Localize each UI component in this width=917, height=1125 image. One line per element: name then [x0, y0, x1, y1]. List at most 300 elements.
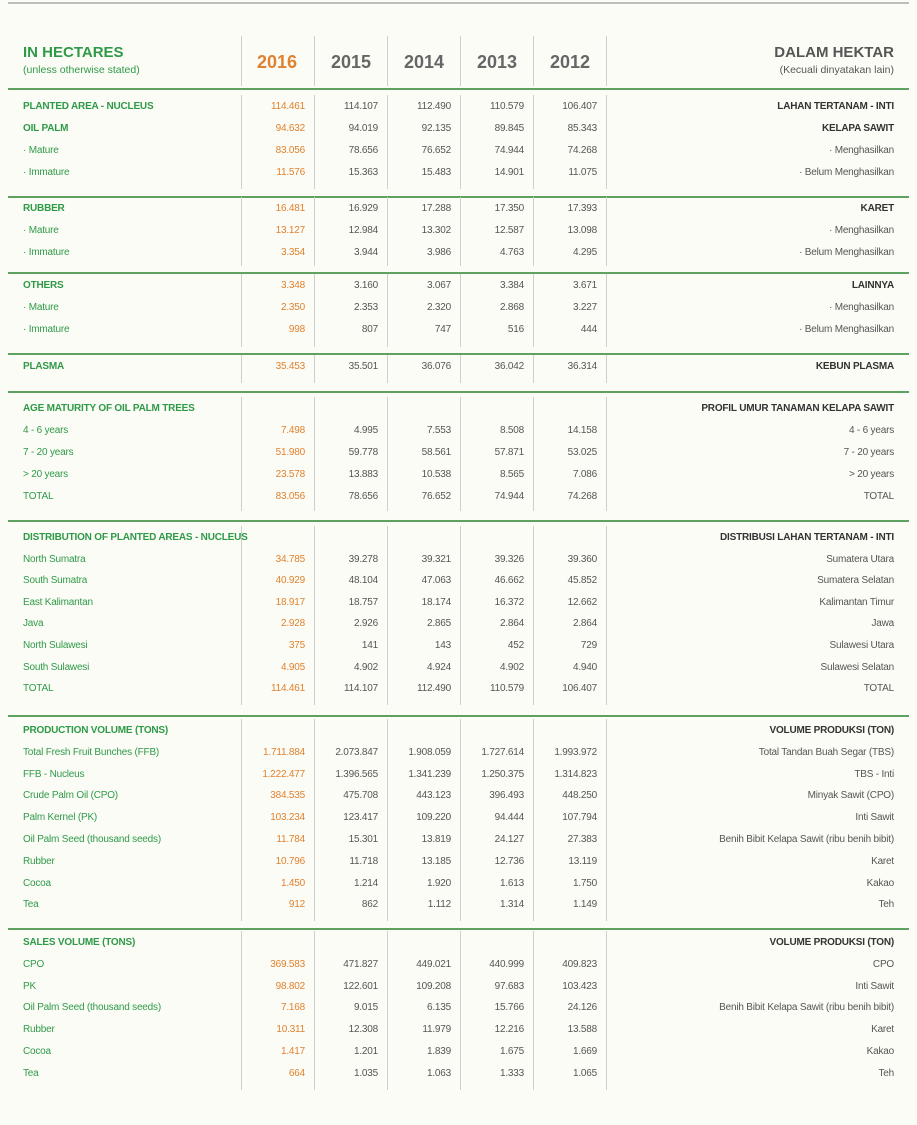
column-separator	[387, 719, 388, 921]
value-2014: 92.135	[421, 123, 451, 134]
row-label-en: Total Fresh Fruit Bunches (FFB)	[23, 747, 160, 758]
value-2014: 1.063	[426, 1068, 451, 1079]
value-2012: 106.407	[562, 683, 597, 694]
value-2015: 1.035	[353, 1068, 378, 1079]
value-2012: 1.314.823	[554, 769, 597, 780]
column-separator	[533, 274, 534, 347]
value-2012: 103.423	[562, 981, 597, 992]
value-2013: 89.845	[494, 123, 524, 134]
value-2015: 1.396.565	[335, 769, 378, 780]
value-2014: 747	[434, 324, 451, 335]
value-2016: 83.056	[275, 145, 305, 156]
value-2013: 110.579	[489, 683, 524, 694]
value-2016: 103.234	[270, 812, 305, 823]
value-2016: 1.450	[280, 878, 305, 889]
value-2016: 51.980	[275, 447, 305, 458]
value-2013: 1.675	[499, 1046, 524, 1057]
column-separator	[460, 397, 461, 511]
value-2014: 4.924	[426, 662, 451, 673]
column-separator	[533, 95, 534, 189]
value-2013: 12.216	[494, 1024, 524, 1035]
value-2013: 17.350	[494, 203, 524, 214]
value-2015: 141	[361, 640, 378, 651]
row-label-id: KELAPA SAWIT	[821, 123, 894, 134]
value-2012: 448.250	[562, 790, 597, 801]
row-label-id: Benih Bibit Kelapa Sawit (ribu benih bibit)	[719, 834, 894, 845]
row-label-id: Inti Sawit	[855, 981, 894, 992]
row-label-id: Sumatera Utara	[826, 554, 894, 565]
value-2016: 40.929	[275, 575, 305, 586]
row-label-id: VOLUME PRODUKSI (TON)	[769, 725, 894, 736]
row-label-id: CPO	[872, 959, 894, 970]
row-label-en: Palm Kernel (PK)	[23, 812, 98, 823]
row-label-en: Oil Palm Seed (thousand seeds)	[23, 1002, 161, 1013]
value-2013: 4.763	[499, 247, 524, 258]
row-label-en: · Mature	[23, 302, 59, 313]
column-separator	[241, 36, 242, 86]
row-label-en: > 20 years	[23, 469, 68, 480]
value-2015: 78.656	[348, 491, 378, 502]
value-2016: 94.632	[275, 123, 305, 134]
value-2015: 4.995	[353, 425, 378, 436]
value-2014: 10.538	[421, 469, 451, 480]
value-2016: 4.905	[280, 662, 305, 673]
row-label-en: PK	[23, 981, 36, 992]
value-2016: 664	[288, 1068, 305, 1079]
value-2016: 16.481	[275, 203, 305, 214]
value-2012: 409.823	[562, 959, 597, 970]
value-2013: 74.944	[494, 145, 524, 156]
value-2013: 2.864	[499, 618, 524, 629]
row-label-en: Java	[23, 618, 44, 629]
column-separator	[314, 397, 315, 511]
row-label-en: Rubber	[23, 1024, 55, 1035]
column-separator	[387, 95, 388, 189]
column-separator	[241, 719, 242, 921]
value-2013: 110.579	[489, 101, 524, 112]
value-2012: 27.383	[567, 834, 597, 845]
column-separator	[387, 36, 388, 86]
column-separator	[460, 197, 461, 266]
row-label-en: Rubber	[23, 856, 55, 867]
value-2012: 74.268	[567, 145, 597, 156]
column-separator	[606, 397, 607, 511]
value-2012: 39.360	[567, 554, 597, 565]
column-separator	[606, 355, 607, 383]
header-title-en: IN HECTARES	[23, 44, 124, 61]
value-2012: 1.065	[572, 1068, 597, 1079]
column-separator	[241, 526, 242, 705]
value-2015: 2.926	[353, 618, 378, 629]
row-label-en: TOTAL	[23, 683, 54, 694]
value-2015: 475.708	[343, 790, 378, 801]
row-label-id: Kakao	[866, 878, 894, 889]
value-2013: 1.333	[499, 1068, 524, 1079]
column-separator	[241, 931, 242, 1090]
value-2015: 15.301	[348, 834, 378, 845]
year-header-2015: 2015	[330, 52, 372, 72]
value-2012: 4.940	[572, 662, 597, 673]
row-label-id: · Belum Menghasilkan	[799, 167, 894, 178]
row-label-id: TBS - Inti	[854, 769, 894, 780]
row-label-en: FFB - Nucleus	[23, 769, 85, 780]
section-divider	[8, 353, 909, 355]
value-2014: 13.185	[421, 856, 451, 867]
column-separator	[314, 95, 315, 189]
column-separator	[387, 274, 388, 347]
value-2013: 12.587	[494, 225, 524, 236]
value-2014: 1.112	[427, 899, 451, 910]
column-separator	[606, 719, 607, 921]
value-2014: 112.490	[416, 683, 451, 694]
value-2015: 18.757	[348, 597, 378, 608]
value-2014: 11.979	[422, 1024, 451, 1035]
column-separator	[314, 355, 315, 383]
column-separator	[533, 526, 534, 705]
value-2012: 2.864	[572, 618, 597, 629]
value-2012: 74.268	[567, 491, 597, 502]
column-separator	[314, 36, 315, 86]
value-2013: 1.613	[499, 878, 524, 889]
column-separator	[460, 95, 461, 189]
row-label-en: Crude Palm Oil (CPO)	[23, 790, 118, 801]
column-separator	[314, 719, 315, 921]
value-2012: 729	[580, 640, 597, 651]
value-2016: 18.917	[275, 597, 305, 608]
value-2014: 143	[434, 640, 451, 651]
value-2012: 4.295	[572, 247, 597, 258]
row-label-en: Cocoa	[23, 878, 51, 889]
row-label-id: Karet	[871, 856, 894, 867]
value-2013: 4.902	[499, 662, 524, 673]
value-2016: 912	[288, 899, 305, 910]
row-label-en: · Mature	[23, 225, 59, 236]
row-label-en: 7 - 20 years	[23, 447, 74, 458]
year-header-2013: 2013	[476, 52, 518, 72]
row-label-id: Jawa	[871, 618, 894, 629]
column-separator	[533, 397, 534, 511]
row-label-id: Kakao	[866, 1046, 894, 1057]
column-separator	[533, 355, 534, 383]
row-label-id: · Menghasilkan	[828, 145, 894, 156]
row-label-id: 7 - 20 years	[843, 447, 894, 458]
value-2014: 17.288	[421, 203, 451, 214]
column-separator	[460, 274, 461, 347]
value-2014: 1.839	[426, 1046, 451, 1057]
column-separator	[533, 36, 534, 86]
column-separator	[606, 36, 607, 86]
value-2014: 18.174	[421, 597, 451, 608]
value-2012: 45.852	[567, 575, 597, 586]
row-label-id: Sulawesi Selatan	[820, 662, 894, 673]
column-separator	[533, 197, 534, 266]
row-label-id: VOLUME PRODUKSI (TON)	[769, 937, 894, 948]
row-label-en: · Mature	[23, 145, 59, 156]
value-2012: 1.149	[572, 899, 597, 910]
row-label-en: PRODUCTION VOLUME (TONS)	[23, 725, 169, 736]
value-2012: 85.343	[567, 123, 597, 134]
value-2013: 39.326	[494, 554, 524, 565]
column-separator	[606, 197, 607, 266]
value-2016: 7.168	[280, 1002, 305, 1013]
value-2016: 369.583	[270, 959, 305, 970]
value-2012: 3.671	[572, 280, 597, 291]
value-2014: 7.553	[426, 425, 451, 436]
row-label-en: · Immature	[23, 324, 70, 335]
value-2015: 114.107	[343, 683, 378, 694]
value-2013: 46.662	[494, 575, 524, 586]
value-2015: 807	[361, 324, 378, 335]
row-label-id: · Belum Menghasilkan	[799, 247, 894, 258]
row-label-en: OIL PALM	[23, 123, 69, 134]
row-label-en: SALES VOLUME (TONS)	[23, 937, 136, 948]
section-divider	[8, 196, 909, 198]
row-label-id: Sumatera Selatan	[817, 575, 894, 586]
value-2012: 444	[580, 324, 597, 335]
value-2012: 1.750	[572, 878, 597, 889]
year-header-2014: 2014	[403, 52, 445, 72]
value-2014: 13.302	[421, 225, 451, 236]
value-2013: 1.727.614	[481, 747, 524, 758]
column-separator	[387, 526, 388, 705]
row-label-en: PLANTED AREA - NUCLEUS	[23, 101, 154, 112]
value-2014: 112.490	[416, 101, 451, 112]
column-separator	[241, 397, 242, 511]
value-2016: 114.461	[270, 101, 305, 112]
value-2012: 11.075	[568, 167, 597, 178]
column-separator	[460, 526, 461, 705]
row-label-en: East Kalimantan	[23, 597, 93, 608]
row-label-en: PLASMA	[23, 361, 65, 372]
section-divider	[8, 520, 909, 522]
value-2013: 1.314	[499, 899, 524, 910]
value-2013: 440.999	[489, 959, 524, 970]
row-label-id: Kalimantan Timur	[819, 597, 894, 608]
value-2016: 1.222.477	[262, 769, 305, 780]
value-2013: 516	[507, 324, 524, 335]
header-title-id: DALAM HEKTAR	[774, 44, 894, 61]
section-divider	[8, 88, 909, 90]
value-2015: 114.107	[343, 101, 378, 112]
value-2015: 12.308	[348, 1024, 378, 1035]
row-label-id: Karet	[871, 1024, 894, 1035]
value-2012: 14.158	[567, 425, 597, 436]
row-label-en: North Sumatra	[23, 554, 86, 565]
row-label-id: · Belum Menghasilkan	[799, 324, 894, 335]
value-2016: 11.784	[276, 834, 305, 845]
column-separator	[314, 526, 315, 705]
value-2013: 452	[507, 640, 524, 651]
column-separator	[460, 719, 461, 921]
value-2012: 24.126	[567, 1002, 597, 1013]
row-label-en: TOTAL	[23, 491, 54, 502]
value-2016: 98.802	[275, 981, 305, 992]
value-2016: 2.928	[280, 618, 305, 629]
row-label-en: South Sulawesi	[23, 662, 90, 673]
column-separator	[533, 719, 534, 921]
value-2014: 39.321	[421, 554, 451, 565]
value-2014: 449.021	[416, 959, 451, 970]
column-separator	[387, 355, 388, 383]
row-label-en: · Immature	[23, 247, 70, 258]
column-separator	[533, 931, 534, 1090]
value-2015: 3.160	[353, 280, 378, 291]
row-label-en: Tea	[23, 899, 39, 910]
value-2014: 13.819	[421, 834, 451, 845]
value-2012: 107.794	[562, 812, 597, 823]
value-2015: 48.104	[348, 575, 378, 586]
value-2013: 2.868	[499, 302, 524, 313]
value-2012: 12.662	[567, 597, 597, 608]
section-divider	[8, 715, 909, 717]
value-2015: 9.015	[353, 1002, 378, 1013]
row-label-id: PROFIL UMUR TANAMAN KELAPA SAWIT	[701, 403, 894, 414]
value-2013: 396.493	[489, 790, 524, 801]
row-label-id: TOTAL	[863, 683, 894, 694]
row-label-id: DISTRIBUSI LAHAN TERTANAM - INTI	[720, 532, 894, 543]
value-2014: 58.561	[421, 447, 451, 458]
value-2014: 1.908.059	[408, 747, 451, 758]
column-separator	[460, 355, 461, 383]
value-2016: 375	[288, 640, 305, 651]
value-2014: 109.208	[416, 981, 451, 992]
value-2013: 3.384	[499, 280, 524, 291]
value-2012: 36.314	[567, 361, 597, 372]
column-separator	[314, 274, 315, 347]
value-2012: 13.588	[567, 1024, 597, 1035]
row-label-en: OTHERS	[23, 280, 64, 291]
column-separator	[606, 95, 607, 189]
year-header-2012: 2012	[549, 52, 591, 72]
column-separator	[314, 931, 315, 1090]
value-2015: 16.929	[348, 203, 378, 214]
row-label-id: Inti Sawit	[855, 812, 894, 823]
value-2014: 47.063	[421, 575, 451, 586]
value-2016: 13.127	[275, 225, 305, 236]
row-label-id: Minyak Sawit (CPO)	[807, 790, 894, 801]
value-2015: 39.278	[348, 554, 378, 565]
row-label-id: Teh	[878, 899, 894, 910]
column-separator	[460, 36, 461, 86]
value-2015: 15.363	[348, 167, 378, 178]
row-label-id: Teh	[878, 1068, 894, 1079]
row-label-id: KARET	[860, 203, 894, 214]
value-2014: 76.652	[421, 145, 451, 156]
value-2014: 76.652	[421, 491, 451, 502]
value-2012: 7.086	[572, 469, 597, 480]
value-2016: 35.453	[275, 361, 305, 372]
row-label-id: TOTAL	[863, 491, 894, 502]
value-2015: 11.718	[349, 856, 378, 867]
row-label-en: · Immature	[23, 167, 70, 178]
column-separator	[241, 95, 242, 189]
row-label-en: RUBBER	[23, 203, 65, 214]
value-2012: 53.025	[567, 447, 597, 458]
section-divider	[8, 272, 909, 274]
value-2013: 94.444	[494, 812, 524, 823]
section-divider	[8, 928, 909, 930]
value-2014: 1.341.239	[408, 769, 451, 780]
value-2014: 6.135	[426, 1002, 451, 1013]
row-label-id: Total Tandan Buah Segar (TBS)	[758, 747, 894, 758]
value-2013: 57.871	[494, 447, 524, 458]
value-2012: 13.119	[568, 856, 597, 867]
value-2016: 384.535	[270, 790, 305, 801]
value-2012: 3.227	[572, 302, 597, 313]
value-2013: 8.565	[499, 469, 524, 480]
value-2013: 12.736	[494, 856, 524, 867]
value-2015: 2.353	[353, 302, 378, 313]
value-2015: 4.902	[353, 662, 378, 673]
column-separator	[606, 526, 607, 705]
row-label-id: · Menghasilkan	[828, 302, 894, 313]
value-2016: 83.056	[275, 491, 305, 502]
value-2015: 59.778	[348, 447, 378, 458]
value-2015: 94.019	[348, 123, 378, 134]
value-2014: 3.067	[426, 280, 451, 291]
value-2015: 2.073.847	[335, 747, 378, 758]
value-2012: 1.669	[572, 1046, 597, 1057]
value-2013: 74.944	[494, 491, 524, 502]
row-label-en: South Sumatra	[23, 575, 88, 586]
column-separator	[387, 931, 388, 1090]
row-label-id: · Menghasilkan	[828, 225, 894, 236]
value-2012: 13.098	[567, 225, 597, 236]
value-2016: 3.348	[280, 280, 305, 291]
row-label-en: Cocoa	[23, 1046, 51, 1057]
section-divider	[8, 391, 909, 393]
value-2012: 106.407	[562, 101, 597, 112]
value-2015: 78.656	[348, 145, 378, 156]
value-2015: 122.601	[343, 981, 378, 992]
row-label-en: CPO	[23, 959, 45, 970]
value-2016: 23.578	[275, 469, 305, 480]
header-subtitle-en: (unless otherwise stated)	[23, 64, 140, 76]
value-2015: 13.883	[348, 469, 378, 480]
row-label-id: 4 - 6 years	[848, 425, 894, 436]
value-2013: 8.508	[499, 425, 524, 436]
value-2013: 36.042	[494, 361, 524, 372]
row-label-en: Tea	[23, 1068, 39, 1079]
value-2014: 1.920	[426, 878, 451, 889]
value-2014: 36.076	[421, 361, 451, 372]
row-label-id: LAINNYA	[851, 280, 894, 291]
value-2013: 14.901	[494, 167, 524, 178]
value-2016: 998	[288, 324, 305, 335]
value-2016: 7.498	[280, 425, 305, 436]
year-header-2016: 2016	[256, 52, 298, 72]
column-separator	[314, 197, 315, 266]
value-2016: 34.785	[275, 554, 305, 565]
value-2014: 3.986	[426, 247, 451, 258]
value-2013: 16.372	[494, 597, 524, 608]
column-separator	[606, 274, 607, 347]
row-label-id: > 20 years	[849, 469, 894, 480]
value-2015: 123.417	[343, 812, 378, 823]
value-2015: 471.827	[343, 959, 378, 970]
row-label-en: Oil Palm Seed (thousand seeds)	[23, 834, 161, 845]
column-separator	[606, 931, 607, 1090]
value-2013: 97.683	[494, 981, 524, 992]
column-separator	[241, 274, 242, 347]
row-label-en: 4 - 6 years	[23, 425, 69, 436]
value-2016: 11.576	[276, 167, 305, 178]
row-label-id: Sulawesi Utara	[829, 640, 894, 651]
column-separator	[387, 397, 388, 511]
value-2013: 1.250.375	[481, 769, 524, 780]
value-2014: 2.865	[426, 618, 451, 629]
column-separator	[241, 355, 242, 383]
